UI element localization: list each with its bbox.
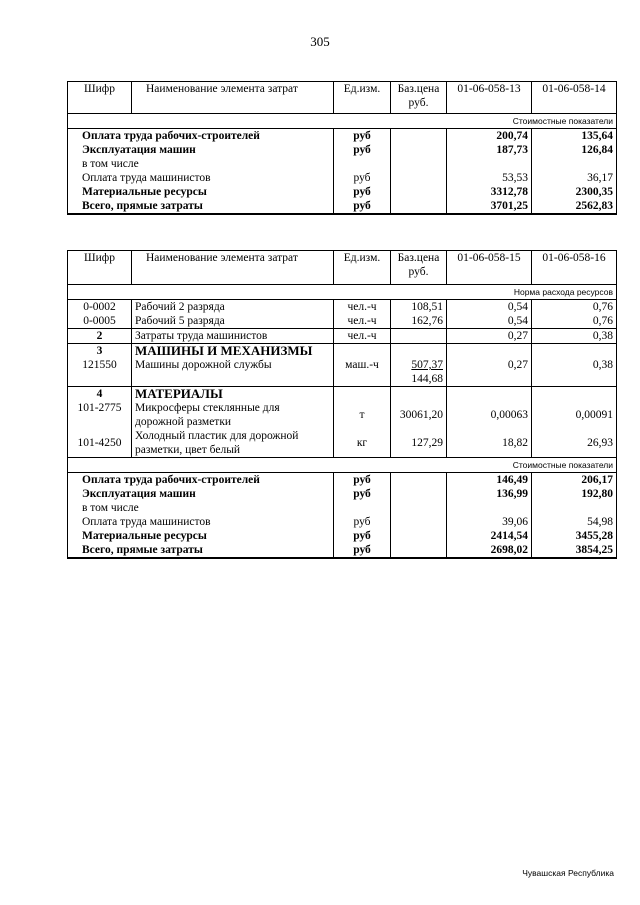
material-name-line: Микросферы стеклянные для [135,402,280,414]
header-unit: Ед.изм. [334,251,391,285]
material-row [68,429,617,458]
machine-row [68,358,617,372]
table-header-row [68,251,617,285]
header-rate-2: 01-06-058-16 [532,251,617,285]
section-row [68,387,617,402]
material-code: 101-2775 [68,401,132,429]
machine-price-top: 507,37 [391,358,447,372]
cost-value-1 [447,157,532,171]
machinist-name: Затраты труда машинистов [132,329,334,344]
material-value-1: 18,82 [447,429,532,458]
subheader-row [68,285,617,300]
cost-unit: руб [334,199,391,214]
section-title: МАТЕРИАЛЫ [132,387,334,402]
cost-value-2: 3455,28 [532,529,617,543]
material-code: 101-4250 [68,429,132,458]
machine-unit: маш.-ч [334,358,391,372]
cost-row [68,473,617,488]
cost-name: в том числе [68,501,334,515]
cost-row [68,529,617,543]
cost-name: Всего, прямые затраты [68,543,334,558]
cost-value-1: 53,53 [447,171,532,185]
cost-row [68,199,617,214]
cost-value-2: 2562,83 [532,199,617,214]
machinist-unit: чел.-ч [334,329,391,344]
cost-rows [68,129,617,215]
subheader-cost: Стоимостные показатели [68,458,617,473]
cost-name: Оплата труда машинистов [68,515,334,529]
machinist-value-1: 0,27 [447,329,532,344]
cost-row [68,143,617,157]
material-name [132,401,334,429]
material-value-1: 0,00063 [447,401,532,429]
cost-name: Эксплуатация машин [68,487,334,501]
material-value-2: 0,00091 [532,401,617,429]
cost-unit: руб [334,543,391,558]
resource-value-1: 0,54 [447,314,532,329]
cost-name: Оплата труда рабочих-строителей [68,129,334,144]
cost-rows [68,473,617,559]
cost-name: Материальные ресурсы [68,185,334,199]
resource-code: 0-0005 [68,314,132,329]
header-name: Наименование элемента затрат [132,251,334,285]
subheader-row [68,458,617,473]
machine-name: Машины дорожной службы [132,358,334,372]
machine-code: 121550 [68,358,132,372]
cost-value-1: 3312,78 [447,185,532,199]
cost-unit: руб [334,487,391,501]
header-unit: Ед.изм. [334,82,391,114]
material-name-line: Холодный пластик для дорожной [135,430,299,442]
machinist-value-2: 0,38 [532,329,617,344]
machine-price-bottom: 144,68 [391,372,447,387]
resource-price: 162,76 [391,314,447,329]
resource-row [68,314,617,329]
cost-unit: руб [334,171,391,185]
cost-value-1: 200,74 [447,129,532,144]
machinist-row [68,329,617,344]
subheader-cost: Стоимостные показатели [68,114,617,129]
cost-value-2: 36,17 [532,171,617,185]
cost-row [68,487,617,501]
cost-value-1: 187,73 [447,143,532,157]
cost-unit: руб [334,473,391,488]
material-unit: т [334,401,391,429]
cost-value-2: 206,17 [532,473,617,488]
resource-code: 0-0002 [68,300,132,315]
resource-value-2: 0,76 [532,314,617,329]
machine-value-2: 0,38 [532,358,617,372]
cost-value-2: 135,64 [532,129,617,144]
cost-value-1: 39,06 [447,515,532,529]
cost-value-2: 2300,35 [532,185,617,199]
page-number: 305 [310,34,330,49]
material-unit: кг [334,429,391,458]
cost-value-1: 136,99 [447,487,532,501]
header-base-price: Баз.цена руб. [391,251,447,285]
section-row [68,344,617,359]
cost-row [68,543,617,558]
machine-value-1: 0,27 [447,358,532,372]
cost-name: Эксплуатация машин [68,143,334,157]
material-row [68,401,617,429]
cost-unit: руб [334,129,391,144]
header-code: Шифр [68,251,132,285]
resource-value-2: 0,76 [532,300,617,315]
subheader-norm: Норма расхода ресурсов [68,285,617,300]
cost-value-1 [447,501,532,515]
cost-row [68,501,617,515]
header-rate-2: 01-06-058-14 [532,82,617,114]
cost-name: Оплата труда рабочих-строителей [68,473,334,488]
material-name [132,429,334,458]
cost-name: Оплата труда машинистов [68,171,334,185]
machinist-code: 2 [68,329,132,344]
cost-value-1: 146,49 [447,473,532,488]
cost-unit: руб [334,143,391,157]
cost-name: Всего, прямые затраты [68,199,334,214]
cost-value-2 [532,501,617,515]
footer-region: Чувашская Республика [522,868,614,878]
material-price: 127,29 [391,429,447,458]
resource-value-1: 0,54 [447,300,532,315]
header-rate-1: 01-06-058-13 [447,82,532,114]
cost-row [68,515,617,529]
cost-table-2 [67,250,617,559]
resource-unit: чел.-ч [334,300,391,315]
cost-table-1 [67,81,617,215]
section-number: 4 [68,387,132,402]
cost-unit: руб [334,185,391,199]
cost-value-1: 2698,02 [447,543,532,558]
cost-row [68,157,617,171]
section-number: 3 [68,344,132,359]
header-rate-1: 01-06-058-15 [447,251,532,285]
cost-value-2: 54,98 [532,515,617,529]
material-value-2: 26,93 [532,429,617,458]
cost-row [68,185,617,199]
resource-row [68,300,617,315]
table-header-row [68,82,617,114]
resource-name: Рабочий 5 разряда [132,314,334,329]
cost-unit [334,157,391,171]
resource-price: 108,51 [391,300,447,315]
cost-value-2: 3854,25 [532,543,617,558]
cost-value-2 [532,157,617,171]
cost-value-1: 2414,54 [447,529,532,543]
header-code: Шифр [68,82,132,114]
cost-value-1: 3701,25 [447,199,532,214]
material-price: 30061,20 [391,401,447,429]
cost-name: в том числе [68,157,334,171]
cost-unit: руб [334,515,391,529]
cost-unit [334,501,391,515]
material-name-line: разметки, цвет белый [135,444,241,456]
cost-value-2: 192,80 [532,487,617,501]
resource-unit: чел.-ч [334,314,391,329]
cost-name: Материальные ресурсы [68,529,334,543]
header-base-price: Баз.цена руб. [391,82,447,114]
machine-row-extra [68,372,617,387]
cost-unit: руб [334,529,391,543]
material-name-line: дорожной разметки [135,416,232,428]
cost-row [68,129,617,144]
subheader-row [68,114,617,129]
section-title: МАШИНЫ И МЕХАНИЗМЫ [132,344,334,359]
cost-value-2: 126,84 [532,143,617,157]
resource-name: Рабочий 2 разряда [132,300,334,315]
cost-row [68,171,617,185]
header-name: Наименование элемента затрат [132,82,334,114]
